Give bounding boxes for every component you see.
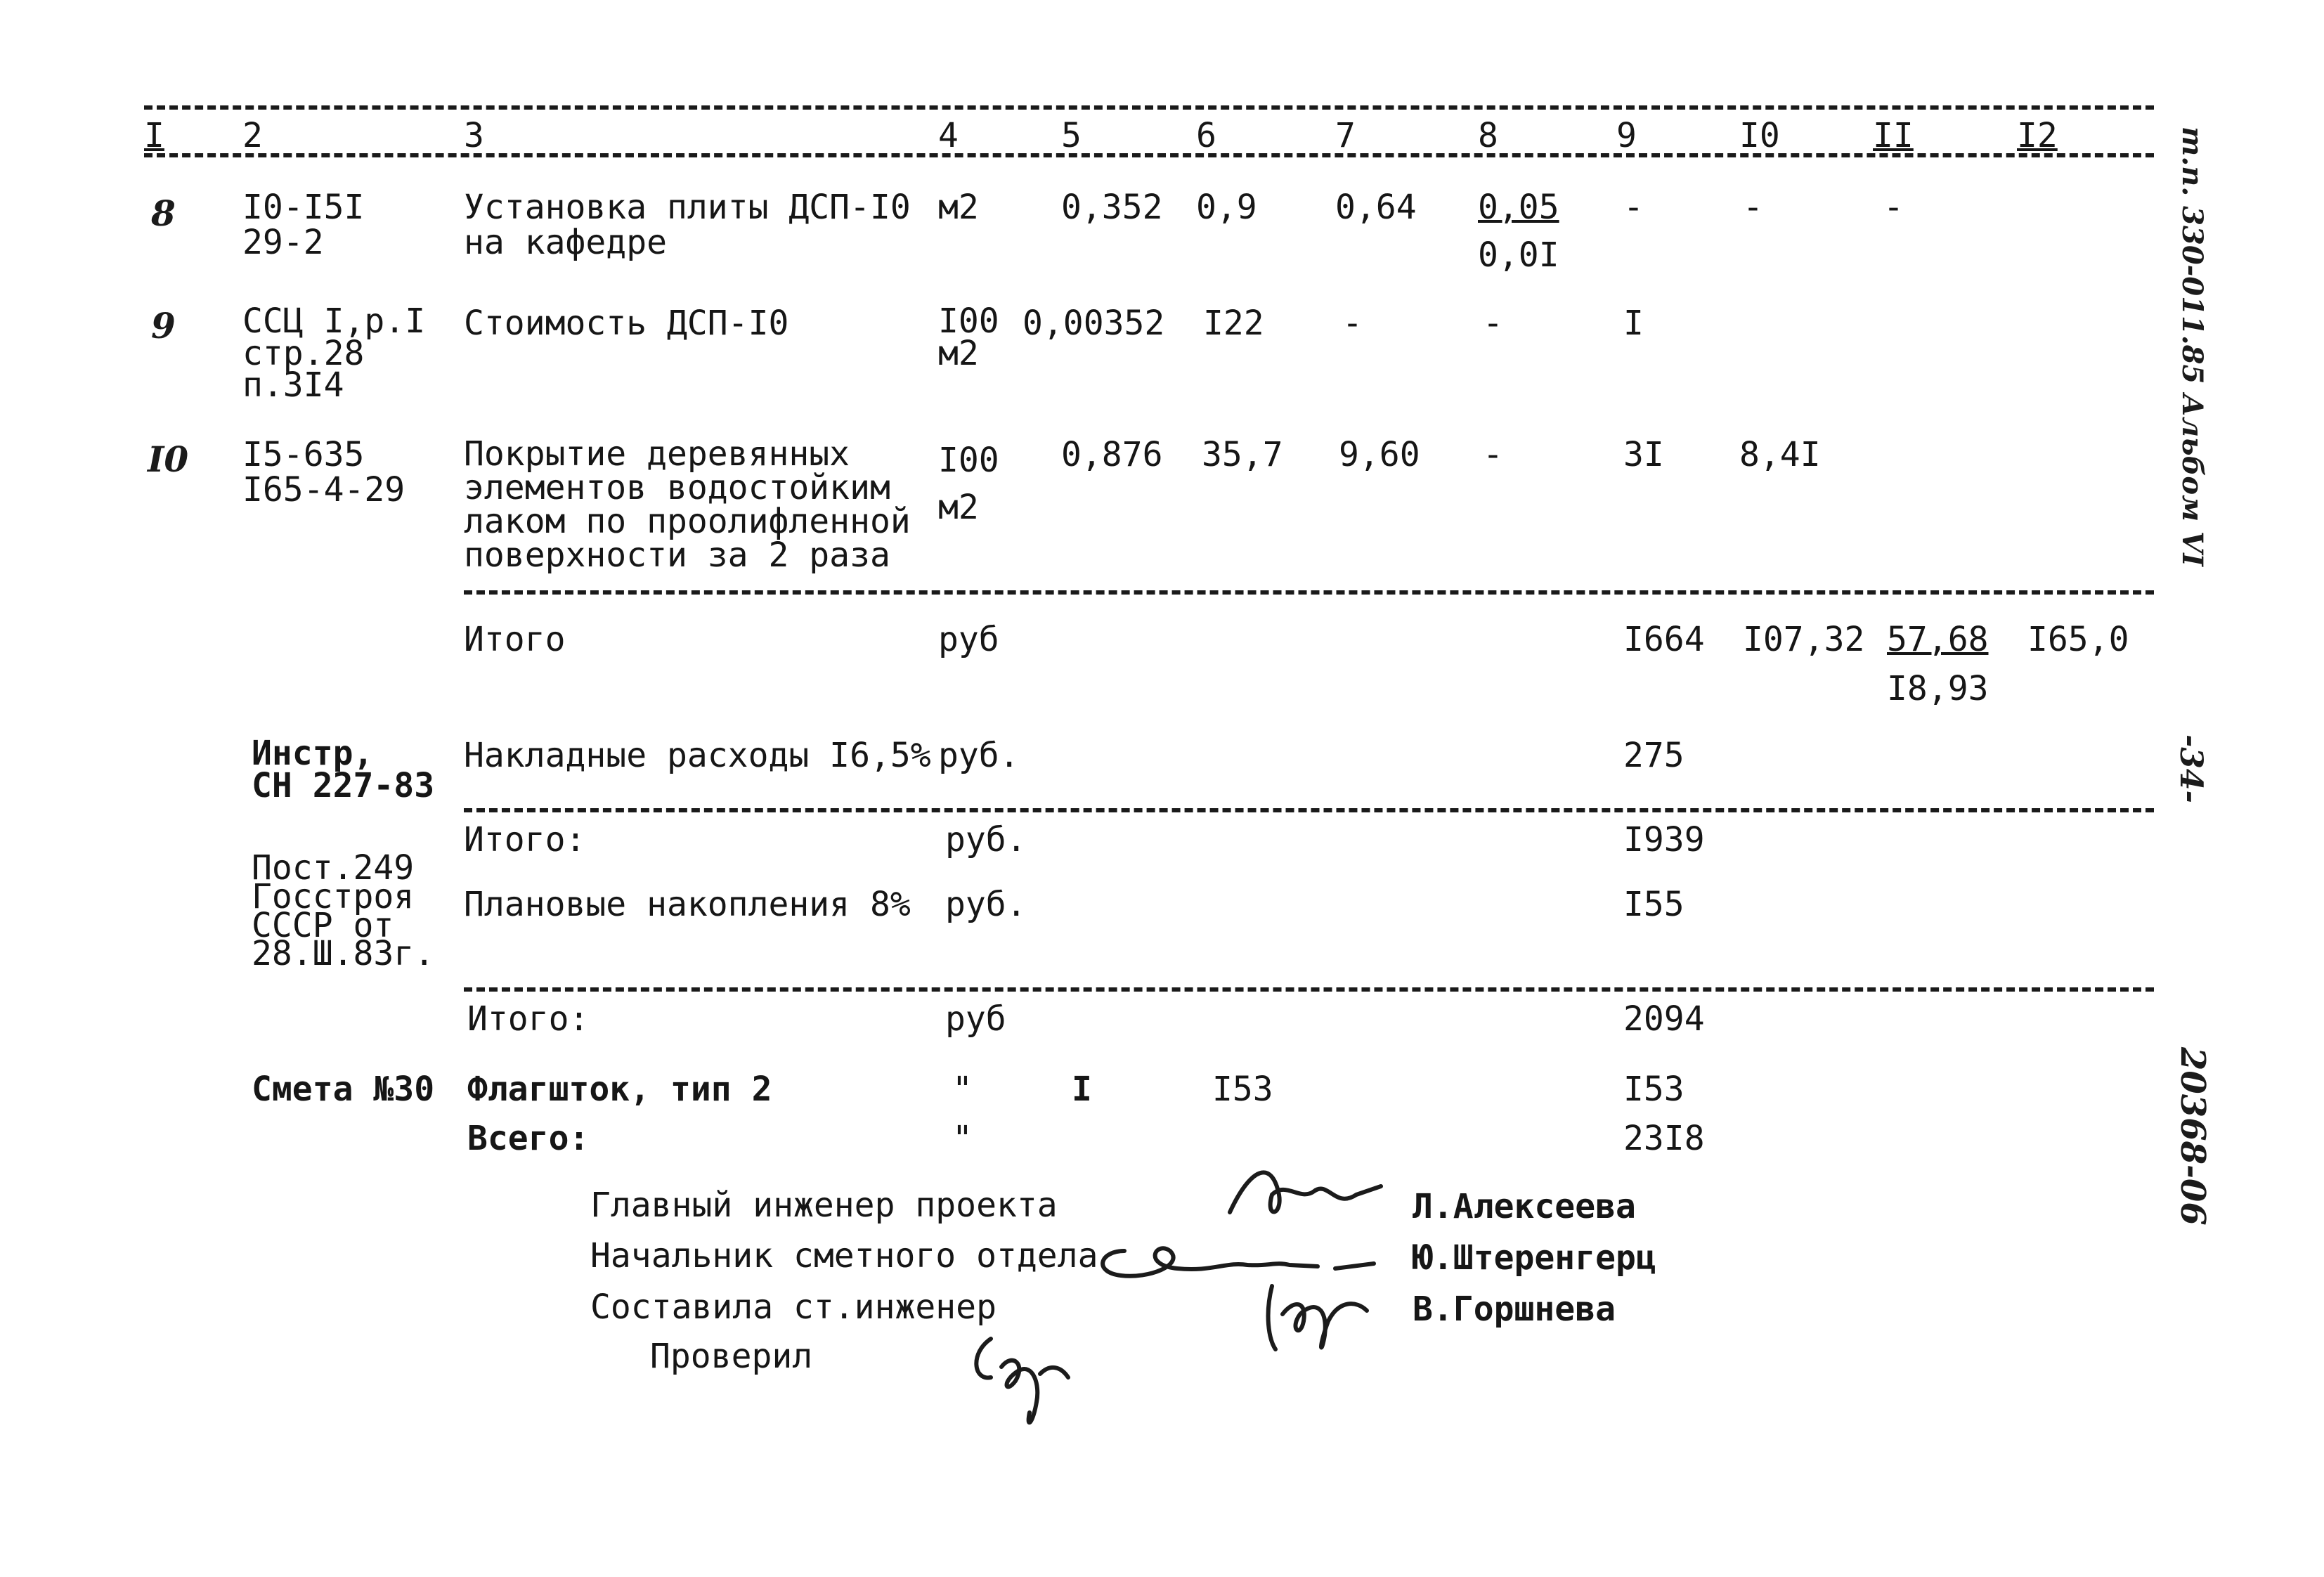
cell-col7: - (1342, 304, 1363, 343)
itogo-label: Итого (464, 620, 566, 659)
col-header-2: 2 (242, 116, 263, 155)
cell-col7: 9,60 (1339, 435, 1420, 474)
overhead-col9: 275 (1623, 736, 1684, 775)
itogo-col10: I07,32 (1743, 620, 1865, 659)
itogo-label: Итого: (464, 820, 586, 859)
cell-col9: I (1623, 304, 1644, 343)
smeta-ref: Смета №30 (252, 1070, 435, 1109)
header-dashed-rule (144, 153, 2154, 157)
overhead-unit: руб. (938, 736, 1020, 775)
signature-role: Главный инженер проекта (590, 1186, 1058, 1225)
margin-album-note: т.п. 330-011.85 Альбом VI (2176, 126, 2209, 566)
row-ref: I0-I5I 29-2 (242, 188, 365, 263)
overhead-ref: Инстр, СН 227-83 (252, 734, 435, 805)
planned-label: Плановые накопления 8% (464, 885, 911, 924)
row-description: Стоимость ДСП-I0 (464, 304, 789, 343)
signature-role: Составила ст.инженер (590, 1287, 997, 1327)
cell-col9: 3I (1623, 435, 1664, 474)
itogo-col11-bottom: I8,93 (1887, 669, 1989, 708)
planned-col9: I55 (1623, 885, 1684, 924)
col-header-9: 9 (1616, 116, 1637, 155)
row-unit: I00 м2 (938, 441, 999, 528)
cell-col5: 0,352 (1061, 188, 1163, 227)
signature-name: В.Горшнева (1413, 1290, 1616, 1329)
row-number: I0 (148, 439, 189, 480)
col-header-5: 5 (1061, 116, 1082, 155)
row-ref: I5-635 I65-4-29 (242, 435, 405, 510)
vsego-col9: 23I8 (1623, 1119, 1705, 1158)
row-unit: м2 (938, 188, 979, 227)
section-dashed-rule (464, 590, 2154, 595)
cell-col7: 0,64 (1335, 188, 1417, 227)
col-header-1: I (144, 116, 164, 155)
itogo-unit: руб. (945, 820, 1027, 859)
cell-col10: - (1743, 188, 1763, 227)
cell-col10: 8,4I (1739, 435, 1821, 474)
cell-col6: 35,7 (1202, 435, 1283, 474)
col-header-10: I0 (1739, 116, 1780, 155)
margin-code: 20368-06 (2173, 1047, 2212, 1226)
section-dashed-rule (464, 987, 2154, 992)
signature-name: Л.Алексеева (1413, 1187, 1636, 1226)
row-ref: ССЦ I,р.I стр.28 п.3I4 (242, 301, 426, 405)
itogo-col9: 2094 (1623, 999, 1705, 1039)
cell-col8: - (1483, 304, 1503, 343)
smeta-unit: " (952, 1070, 973, 1109)
cell-col9: - (1623, 188, 1644, 227)
section-dashed-rule (464, 808, 2154, 812)
cell-col11: - (1883, 188, 1904, 227)
itogo-label: Итого: (467, 999, 590, 1039)
itogo-col11-top: 57,68 (1887, 620, 1989, 659)
itogo-unit: руб (938, 620, 999, 659)
row-number: 9 (151, 305, 176, 346)
planned-ref: Пост.249 Госстроя СССР от 28.Ш.83г. (252, 848, 435, 974)
cell-col5: 0,00352 (1023, 304, 1165, 343)
col-header-4: 4 (938, 116, 959, 155)
smeta-col6: I53 (1212, 1070, 1273, 1109)
cell-col8-bottom: 0,0I (1478, 235, 1559, 275)
signature-name: Ю.Штеренгерц (1413, 1238, 1656, 1278)
itogo-col12: I65,0 (2027, 620, 2129, 659)
col-header-8: 8 (1478, 116, 1498, 155)
smeta-col5: I (1072, 1070, 1092, 1109)
row-unit: I00 м2 (938, 301, 999, 373)
row-description: Покрытие деревянных элементов водостойким лаком по проолифленной поверхности за 2 раза (464, 434, 911, 575)
itogo-col9: I939 (1623, 820, 1705, 859)
smeta-label: Флагшток, тип 2 (467, 1070, 772, 1109)
smeta-col9: I53 (1623, 1070, 1684, 1109)
cell-col8: - (1483, 435, 1503, 474)
handwritten-signature (1223, 1153, 1391, 1230)
row-description: Установка плиты ДСП-I0 на кафедре (464, 188, 911, 263)
col-header-12: I2 (2017, 116, 2058, 155)
signature-role: Начальник сметного отдела (590, 1236, 1098, 1276)
row-number: 8 (151, 193, 176, 234)
vsego-label: Всего: (467, 1119, 590, 1158)
cell-col8-top: 0,05 (1478, 188, 1559, 227)
cell-col5: 0,876 (1061, 435, 1163, 474)
cell-col6: 0,9 (1196, 188, 1257, 227)
handwritten-signature (1251, 1272, 1384, 1363)
signature-role: Проверил (650, 1337, 813, 1376)
col-header-11: II (1873, 116, 1914, 155)
itogo-col9: I664 (1623, 620, 1705, 659)
vsego-unit: " (952, 1119, 973, 1158)
top-dashed-rule (144, 105, 2154, 110)
planned-unit: руб. (945, 885, 1027, 924)
itogo-unit: руб (945, 999, 1006, 1039)
col-header-6: 6 (1196, 116, 1216, 155)
cell-col6: I22 (1203, 304, 1264, 343)
col-header-3: 3 (464, 116, 484, 155)
overhead-label: Накладные расходы I6,5% (464, 736, 931, 775)
margin-page-number: -34- (2173, 734, 2209, 803)
col-header-7: 7 (1335, 116, 1356, 155)
handwritten-signature (963, 1325, 1075, 1437)
